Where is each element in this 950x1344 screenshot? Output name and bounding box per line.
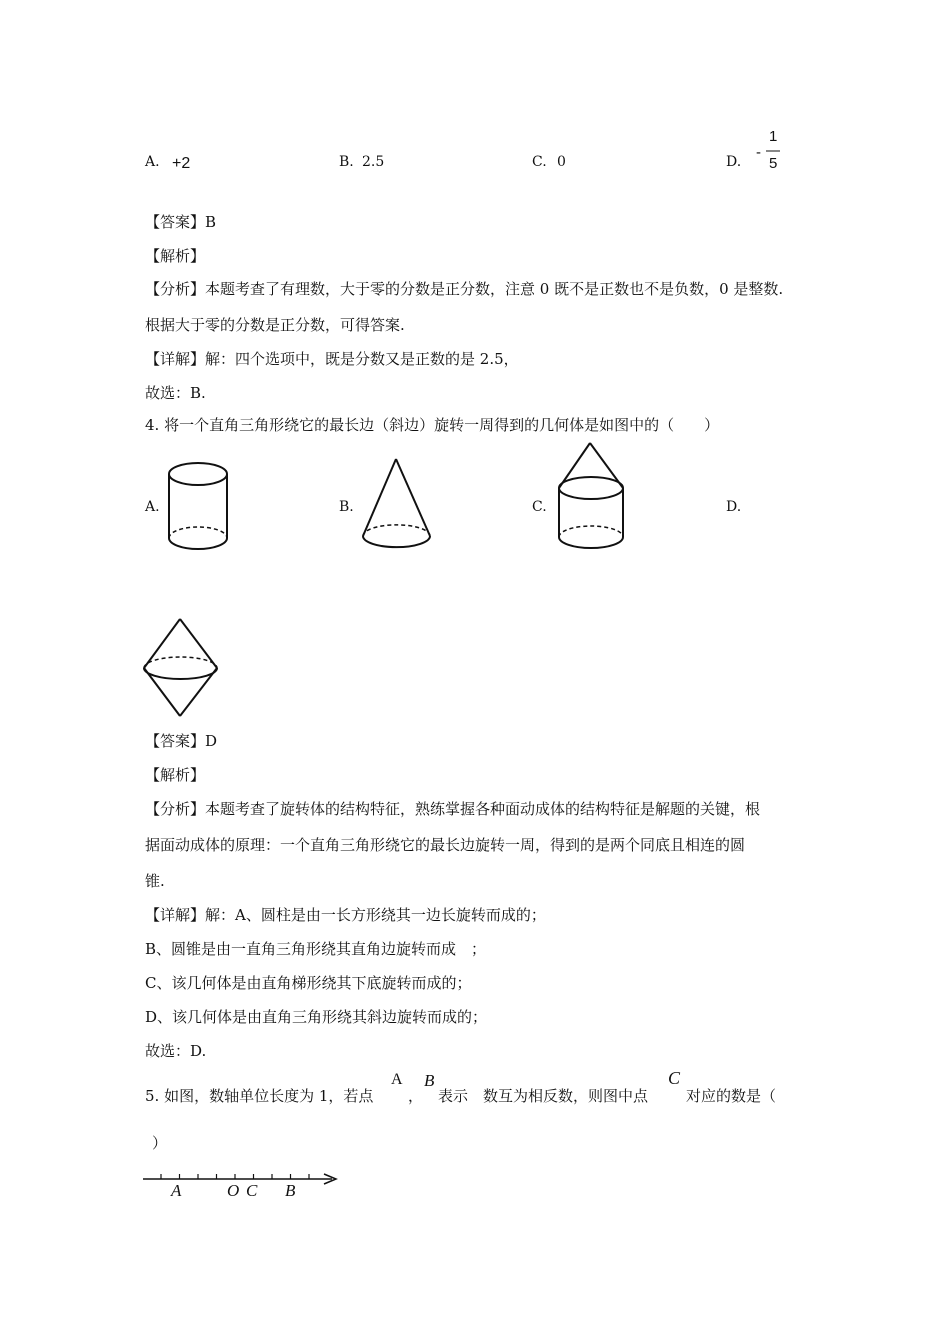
q4-option-b-letter: B. [339, 499, 354, 515]
q5-point-c: C [668, 1068, 681, 1088]
q3-option-b-value: 2.5 [362, 154, 385, 170]
q3-detail: 【详解】解：四个选项中，既是分数又是正数的是 2.5， [145, 350, 519, 368]
q4-detail-d: D、该几何体是由直角三角形绕其斜边旋转而成的； [145, 1008, 488, 1026]
q3-option-b-letter: B. [339, 154, 354, 170]
number-line-label-a: A [171, 1181, 182, 1200]
q4-detail-a: 【详解】解：A、圆柱是由一长方形绕其一边长旋转而成的； [145, 906, 546, 924]
q3-analysis-line2: 根据大于零的分数是正分数，可得答案. [145, 316, 405, 334]
q3-analysis-heading: 【解析】 [145, 247, 206, 265]
q5-question-middle: 表示 数互为相反数，则图中点 [438, 1087, 649, 1105]
cylinder-icon [164, 456, 234, 556]
number-line-label-o: O [227, 1181, 240, 1200]
q5-point-b: B [424, 1071, 435, 1090]
q5-question-prefix: 5. 如图，数轴单位长度为 1，若点 [145, 1087, 374, 1105]
q3-option-a-value: +2 [172, 155, 191, 172]
fraction-bar [766, 150, 786, 152]
q5-question-close: ） [152, 1134, 168, 1152]
q4-option-c-letter: C. [532, 499, 547, 515]
cone-on-cylinder-icon [553, 440, 633, 555]
q5-comma: ， [408, 1087, 424, 1105]
q4-answer: 【答案】D [145, 732, 218, 750]
q4-option-a-letter: A. [145, 499, 160, 515]
q3-analysis-line1: 【分析】本题考查了有理数，大于零的分数是正分数，注意 0 既不是正数也不是负数，0 是整数. [145, 280, 784, 298]
q5-question-suffix: 对应的数是（ [686, 1087, 777, 1105]
number-line-label-c: C [246, 1181, 258, 1200]
number-line-label-b: B [285, 1181, 296, 1200]
q4-analysis-line3: 锥. [145, 872, 165, 890]
cone-icon [358, 456, 438, 556]
fraction-denominator: 5 [769, 155, 778, 172]
fraction-numerator: 1 [769, 128, 778, 145]
q4-analysis-line1: 【分析】本题考查了旋转体的结构特征，熟练掌握各种面动成体的结构特征是解题的关键，根 [145, 800, 761, 818]
q3-option-d-letter: D. [726, 154, 742, 170]
q3-choose: 故选：B. [145, 384, 206, 402]
fraction-sign: - [756, 144, 761, 161]
q4-choose: 故选：D. [145, 1042, 207, 1060]
q5-point-a: A [391, 1071, 403, 1088]
q3-option-a-letter: A. [145, 154, 160, 170]
q4-detail-c: C、该几何体是由直角梯形绕其下底旋转而成的； [145, 974, 472, 992]
q4-analysis-line2: 据面动成体的原理：一个直角三角形绕它的最长边旋转一周，得到的是两个同底且相连的圆 [145, 836, 746, 854]
q4-question: 4. 将一个直角三角形绕它的最长边（斜边）旋转一周得到的几何体是如图中的（ ） [145, 416, 720, 434]
q4-analysis-heading: 【解析】 [145, 766, 206, 784]
q4-detail-b: B、圆锥是由一直角三角形绕其直角边旋转而成 ； [145, 940, 487, 958]
q3-answer: 【答案】B [145, 213, 217, 231]
q4-option-d-letter: D. [726, 499, 742, 515]
double-cone-icon [140, 616, 225, 721]
q3-option-c-value: 0 [557, 154, 566, 170]
q3-option-c-letter: C. [532, 154, 547, 170]
